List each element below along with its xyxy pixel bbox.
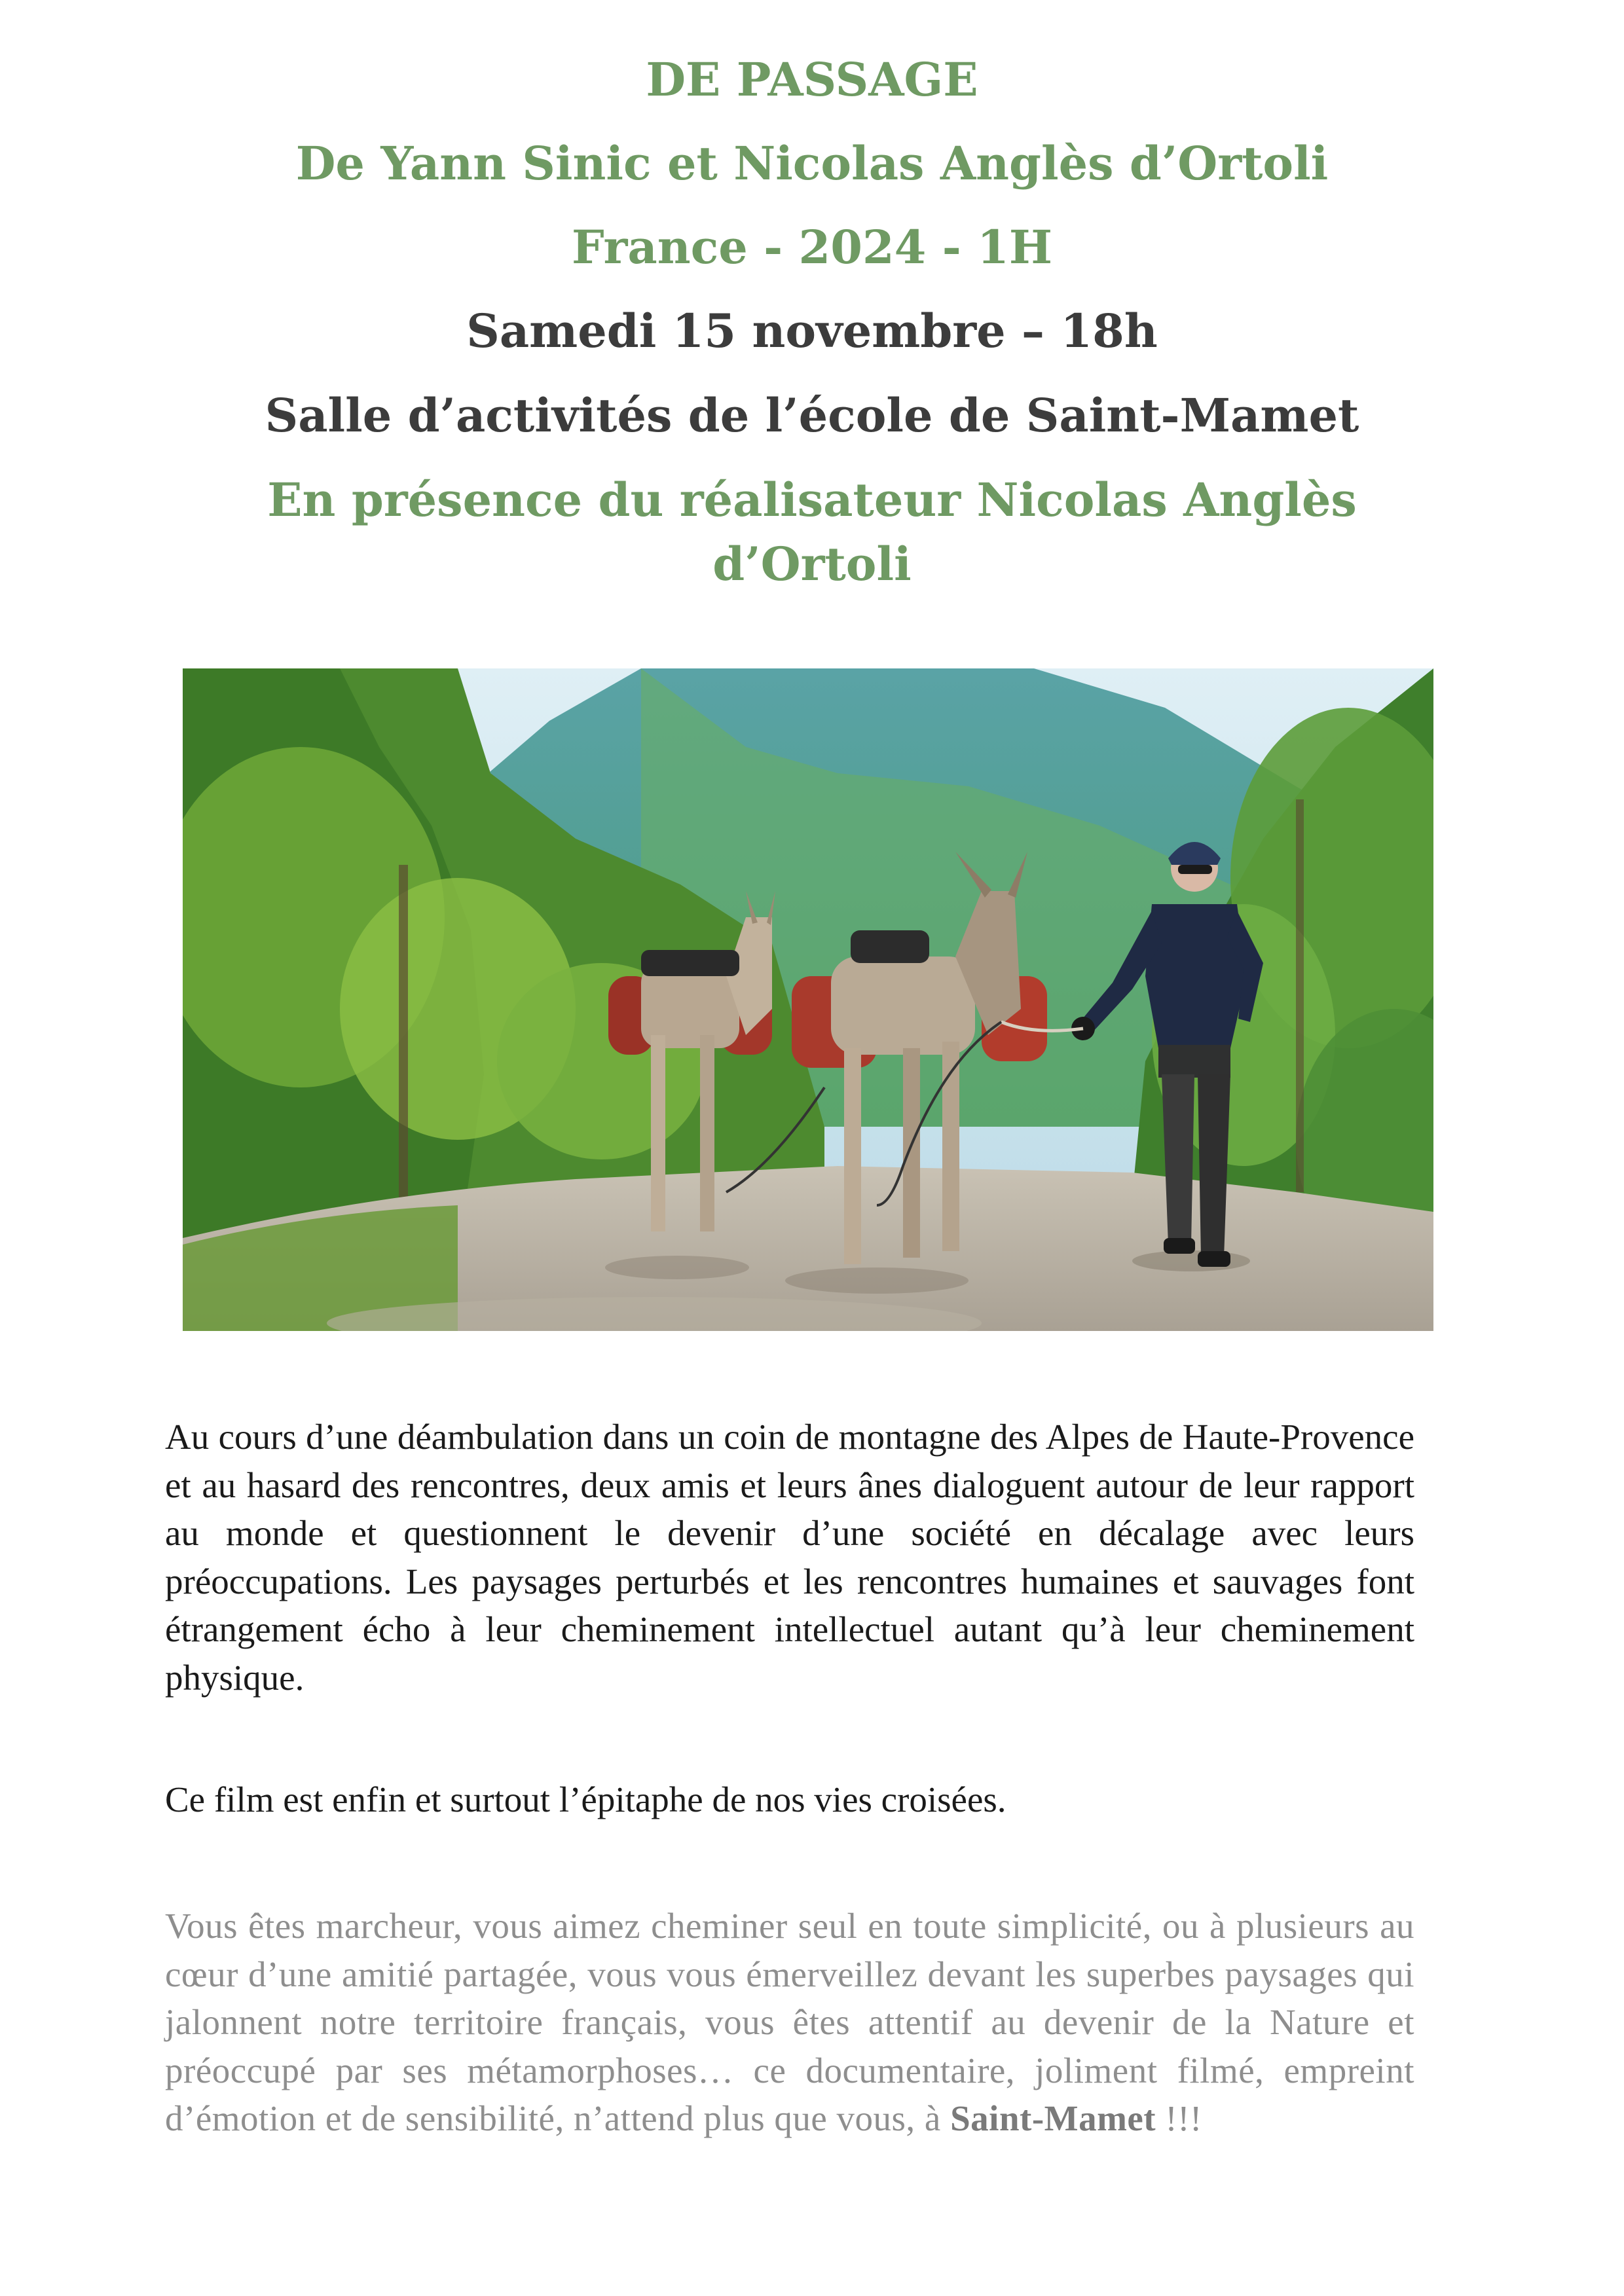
screening-date: Samedi 15 novembre – 18h	[466, 304, 1158, 358]
hiker-with-donkeys-photo	[183, 668, 1433, 1331]
director-presence-line1: En présence du réalisateur Nicolas Anglès	[267, 473, 1357, 527]
synopsis-epitaph: Ce film est enfin et surtout l’épitaphe de nos vies croisées.	[165, 1779, 1006, 1819]
director-presence-line2: d’Ortoli	[712, 537, 912, 591]
synopsis-paragraph: Au cours d’une déambulation dans un coin de montagne des Alpes de Haute-Provence et au hasard des rencontres, deux amis et leurs ânes dialoguent autour de leur rapport au monde et questionnent le devenir d’une société en décalage avec leurs préoccupations. Les paysages perturbés et les rencontres humaines et sauvages font étrangement écho à leur cheminement intellectuel autant qu’à leur cheminement physique.	[165, 1417, 1414, 1698]
invitation-paragraph	[165, 1902, 1414, 2143]
invitation-text: Vous êtes marcheur, vous aimez cheminer seul en toute simplicité, ou à plusieurs au cœur d’une amitié partagée, vous vous émerveillez devant les superbes paysages qui jalonnent notre territoire français, vous êtes attentif au devenir de la Nature et préoccupé par ses métamorphoses… ce documentaire, joliment filmé, empreint d’émotion et de sensibilité, n’attend plus que vous, à	[165, 1906, 1414, 2138]
film-directors: De Yann Sinic et Nicolas Anglès d’Ortoli	[295, 136, 1329, 191]
screening-venue: Salle d’activités de l’école de Saint-Mamet	[265, 388, 1359, 443]
invitation-place: Saint-Mamet	[950, 2098, 1156, 2138]
invitation-ending: !!!	[1156, 2098, 1202, 2138]
film-title: DE PASSAGE	[646, 52, 978, 107]
film-info: France - 2024 - 1H	[571, 220, 1052, 274]
